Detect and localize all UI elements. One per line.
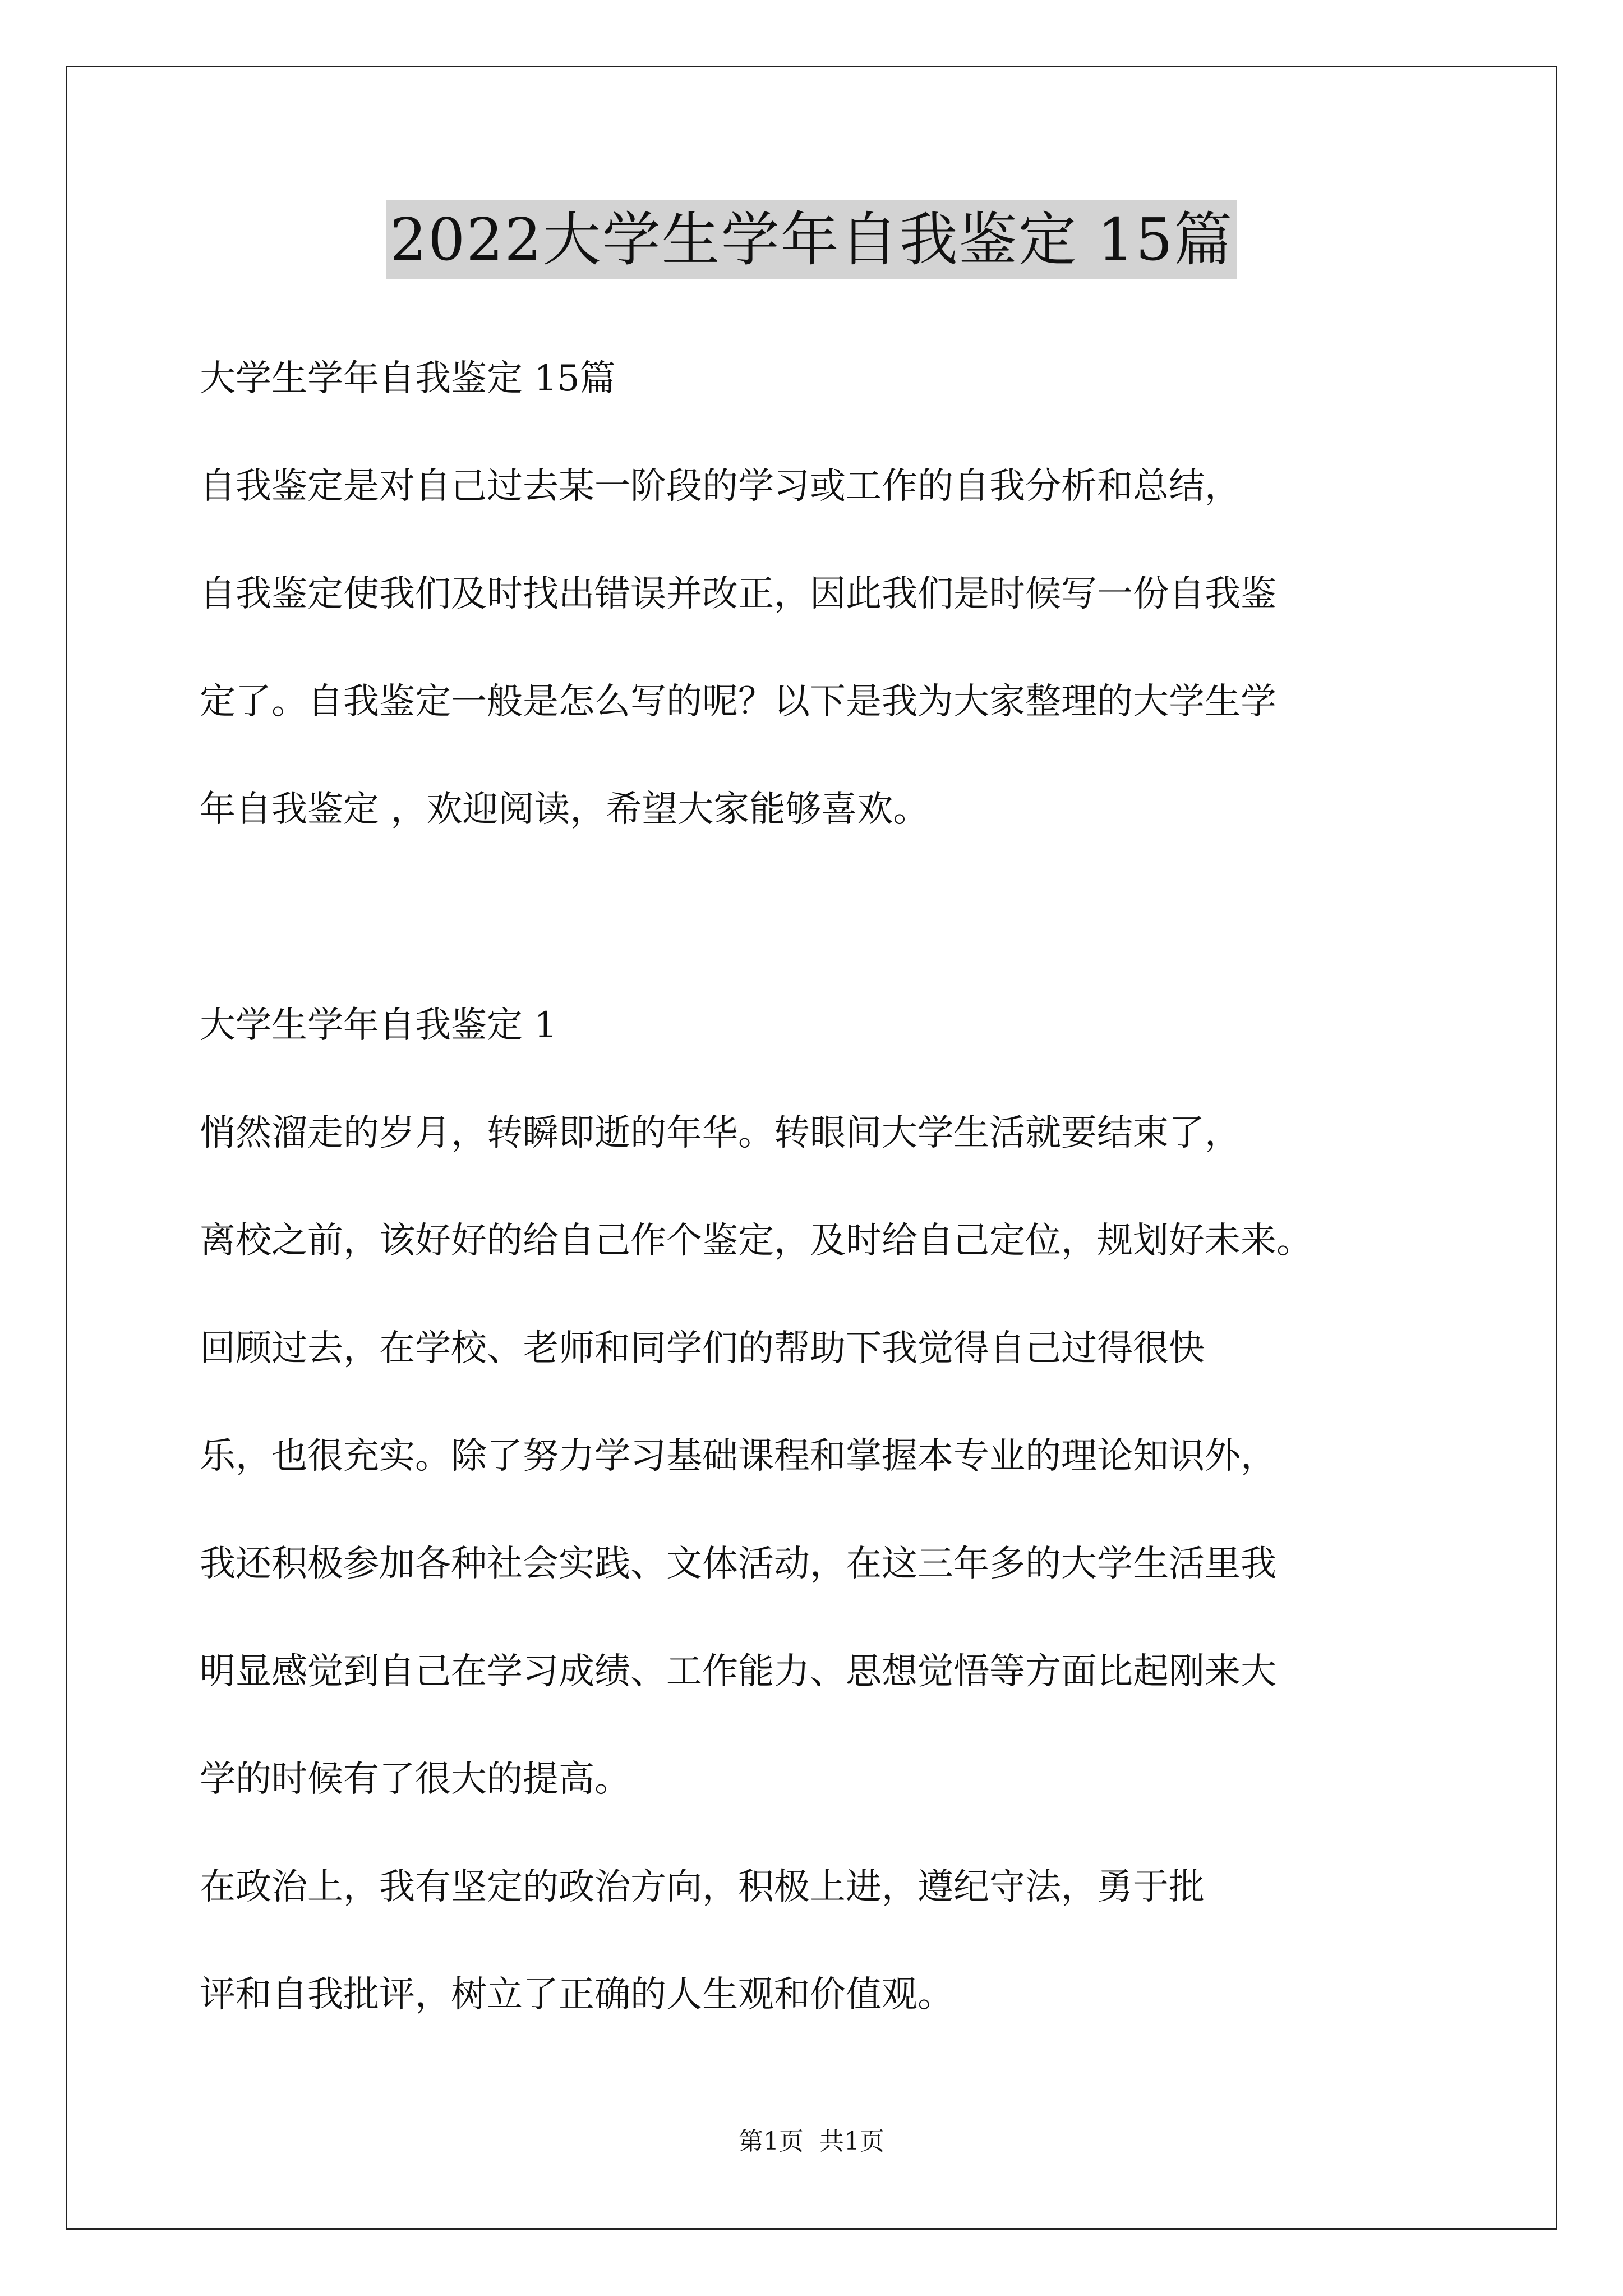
paragraph-line: 在政治上，我有坚定的政治方向，积极上进，遵纪守法，勇于批 — [200, 1866, 1205, 1908]
paragraph-line: 离校之前，该好好的给自己作个鉴定，及时给自己定位，规划好未来。 — [200, 1220, 1312, 1262]
paragraph-line: 明显感觉到自己在学习成绩、工作能力、思想觉悟等方面比起刚来大 — [200, 1651, 1276, 1692]
paragraph-line: 乐，也很充实。除了努力学习基础课程和掌握本专业的理论知识外， — [200, 1435, 1276, 1477]
paragraph-line: 回顾过去，在学校、老师和同学们的帮助下我觉得自己过得很快 — [200, 1328, 1205, 1369]
section-heading: 大学生学年自我鉴定 1 — [200, 1005, 557, 1046]
page-total: 共1页 — [819, 2127, 884, 2156]
paragraph-line: 我还积极参加各种社会实践、文体活动，在这三年多的大学生活里我 — [200, 1543, 1276, 1585]
intro-line: 定了。自我鉴定一般是怎么写的呢？以下是我为大家整理的大学生学 — [200, 681, 1276, 723]
document-title: 2022大学生学年自我鉴定 15篇 — [386, 200, 1237, 279]
paragraph-line: 学的时候有了很大的提高。 — [200, 1759, 630, 1800]
paragraph-line: 悄然溜走的岁月，转瞬即逝的年华。转眼间大学生活就要结束了， — [200, 1112, 1241, 1154]
paragraph-line: 评和自我批评，树立了正确的人生观和价值观。 — [200, 1974, 953, 2016]
intro-line: 自我鉴定使我们及时找出错误并改正，因此我们是时候写一份自我鉴 — [200, 573, 1276, 615]
title-block — [0, 200, 1623, 279]
page-footer — [0, 2126, 1623, 2157]
intro-line: 自我鉴定是对自己过去某一阶段的学习或工作的自我分析和总结， — [200, 466, 1241, 507]
intro-line: 年自我鉴定 ，欢迎阅读，希望大家能够喜欢。 — [200, 789, 929, 830]
page-number: 第1页 — [739, 2127, 804, 2156]
document-subtitle: 大学生学年自我鉴定 15篇 — [200, 358, 616, 399]
